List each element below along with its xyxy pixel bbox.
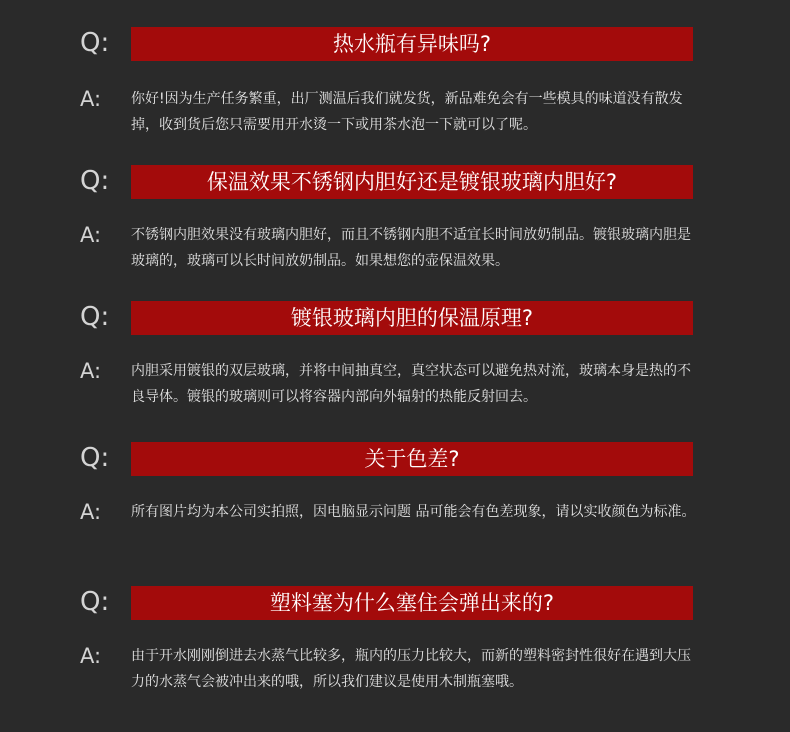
q-marker: Q: xyxy=(80,443,110,473)
q-marker: Q: xyxy=(80,302,110,332)
answer-text: 所有图片均为本公司实拍照，因电脑显示问题 品可能会有色差现象，请以实收颜色为标准。 xyxy=(131,504,696,520)
question-banner: 关于色差? xyxy=(131,442,693,476)
a-marker: A: xyxy=(80,87,102,111)
a-marker: A: xyxy=(80,644,102,668)
a-marker: A: xyxy=(80,223,102,247)
answer-text: 由于开水刚刚倒进去水蒸气比较多，瓶内的压力比较大，而新的塑料密封性很好在遇到大压力的水蒸气会被冲出来的哦，所以我们建议是使用木制瓶塞哦。 xyxy=(131,648,691,690)
question-banner: 镀银玻璃内胆的保温原理? xyxy=(131,301,693,335)
answer-text: 内胆采用镀银的双层玻璃，并将中间抽真空，真空状态可以避免热对流，玻璃本身是热的不良导体。镀银的玻璃则可以将容器内部向外辐射的热能反射回去。 xyxy=(131,363,691,405)
question-banner: 热水瓶有异味吗? xyxy=(131,27,693,61)
a-marker: A: xyxy=(80,359,102,383)
answer-text: 不锈钢内胆效果没有玻璃内胆好，而且不锈钢内胆不适宜长时间放奶制品。镀银玻璃内胆是玻璃的，玻璃可以长时间放奶制品。如果想您的壶保温效果。 xyxy=(131,227,691,269)
q-marker: Q: xyxy=(80,587,110,617)
question-banner: 塑料塞为什么塞住会弹出来的? xyxy=(131,586,693,620)
answer-text: 你好!因为生产任务繁重，出厂测温后我们就发货，新品难免会有一些模具的味道没有散发掉，收到货后您只需要用开水烫一下或用茶水泡一下就可以了呢。 xyxy=(131,91,683,133)
q-marker: Q: xyxy=(80,166,110,196)
q-marker: Q: xyxy=(80,28,110,58)
question-banner: 保温效果不锈钢内胆好还是镀银玻璃内胆好? xyxy=(131,165,693,199)
a-marker: A: xyxy=(80,500,102,524)
